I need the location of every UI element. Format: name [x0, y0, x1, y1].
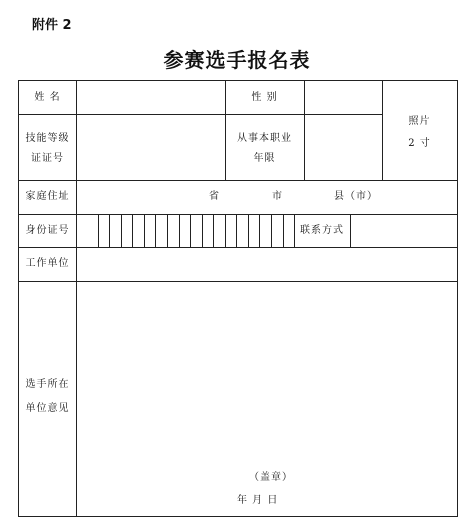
- photo-size-label: 2 寸: [408, 138, 431, 149]
- id-number-label: 身份证号: [25, 225, 70, 236]
- id-digit-box[interactable]: [109, 214, 121, 247]
- seal-label: （盖章）: [249, 472, 293, 483]
- contact-field[interactable]: [351, 215, 456, 246]
- name-field[interactable]: [77, 82, 224, 113]
- id-digit-box[interactable]: [259, 214, 271, 247]
- skill-cert-label: 证证号: [31, 153, 64, 164]
- id-digit-box[interactable]: [190, 214, 202, 247]
- photo-label: 照片: [408, 116, 431, 127]
- id-digit-box[interactable]: [155, 214, 167, 247]
- id-digit-box[interactable]: [202, 214, 214, 247]
- name-label: 姓 名: [34, 92, 61, 103]
- skill-level-label: 技能等级: [25, 133, 70, 144]
- date-label: 年 月 日: [237, 495, 279, 506]
- gender-label: 性 别: [251, 92, 278, 103]
- address-city-label: 市: [272, 191, 283, 202]
- id-digit-box[interactable]: [271, 214, 283, 247]
- id-digit-box[interactable]: [87, 214, 98, 247]
- contact-label: 联系方式: [300, 225, 344, 236]
- page-title: 参赛选手报名表: [163, 48, 311, 72]
- unit-opinion-label: 选手所在: [25, 379, 70, 390]
- id-digit-box[interactable]: [98, 214, 110, 247]
- address-label: 家庭住址: [25, 191, 70, 202]
- id-number-boxes[interactable]: [87, 214, 294, 247]
- id-digit-box[interactable]: [283, 214, 295, 247]
- id-digit-box[interactable]: [121, 214, 133, 247]
- occupation-years-field[interactable]: [305, 115, 381, 179]
- id-digit-box[interactable]: [179, 214, 191, 247]
- occupation-label: 从事本职业: [237, 133, 292, 144]
- registration-form-table: [18, 80, 458, 517]
- skill-cert-field[interactable]: [77, 115, 224, 179]
- id-digit-box[interactable]: [236, 214, 248, 247]
- workplace-field[interactable]: [77, 248, 456, 280]
- occupation-years-label: 年限: [253, 153, 276, 164]
- row-divider: [19, 180, 457, 181]
- id-digit-box[interactable]: [248, 214, 260, 247]
- gender-field[interactable]: [305, 82, 381, 113]
- address-province-label: 省: [209, 191, 220, 202]
- address-county-label: 县（市）: [334, 191, 378, 202]
- id-digit-box[interactable]: [213, 214, 225, 247]
- id-digit-box[interactable]: [225, 214, 237, 247]
- id-digit-box[interactable]: [167, 214, 179, 247]
- attachment-label: 附件 2: [32, 18, 72, 33]
- column-divider: [382, 81, 383, 180]
- id-digit-box[interactable]: [144, 214, 156, 247]
- unit-opinion-label-2: 单位意见: [25, 403, 70, 414]
- unit-opinion-field[interactable]: [77, 282, 456, 470]
- id-digit-box[interactable]: [132, 214, 144, 247]
- workplace-label: 工作单位: [25, 258, 70, 269]
